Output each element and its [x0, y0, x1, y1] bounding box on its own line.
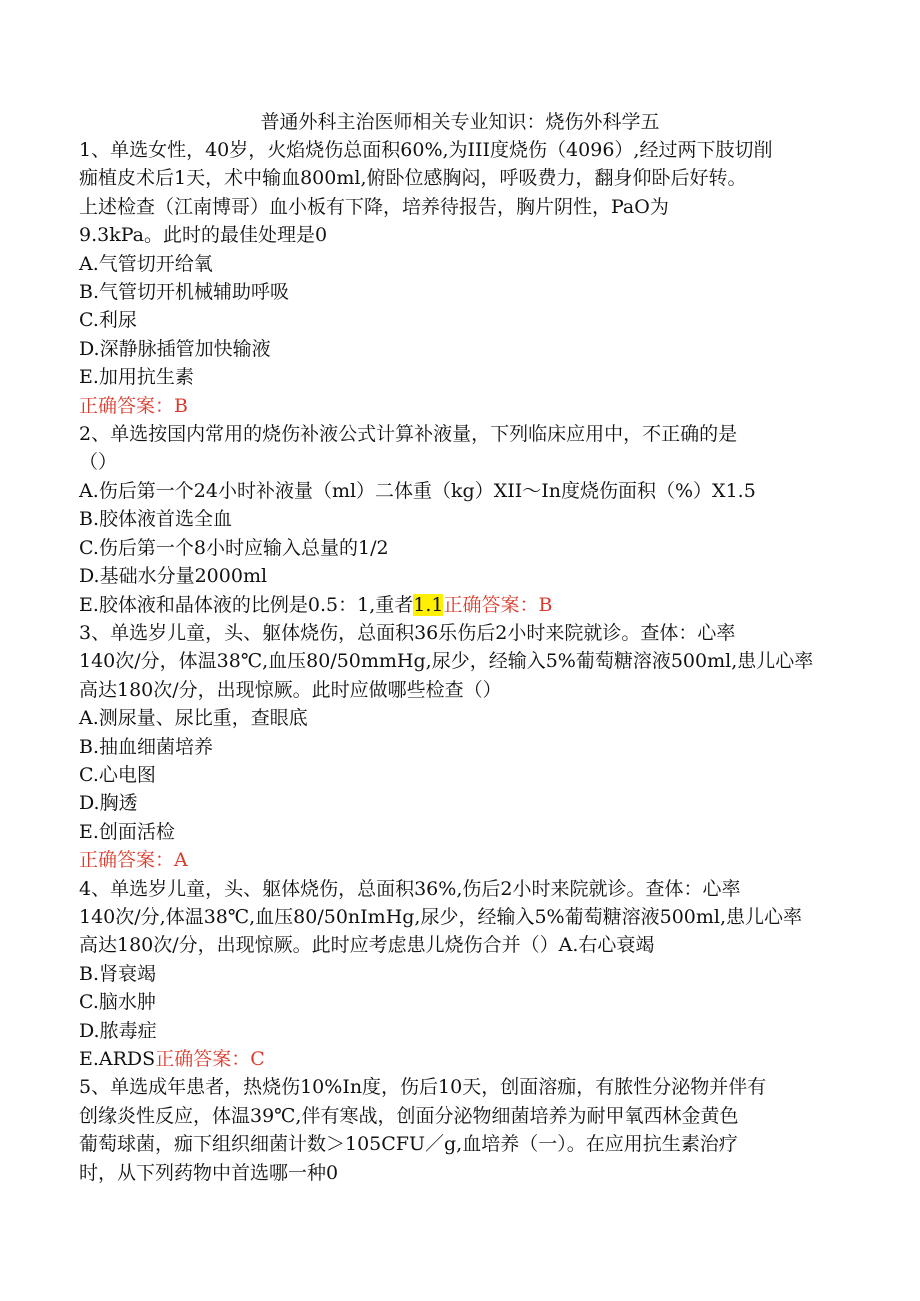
- q2-option-a: A.伤后第一个24小时补液量（ml）二体重（kg）XII～In度烧伤面积（%）X1.5: [79, 479, 756, 502]
- q4-option-e-line: [79, 1045, 837, 1073]
- q3-option-c: C.心电图: [79, 763, 156, 786]
- q3-stem-line-1: 3、单选岁儿童，头、躯体烧伤，总面积36乐伤后2小时来院就诊。查体：心率: [79, 621, 736, 644]
- q1-option-e: E.加用抗生素: [79, 366, 194, 389]
- q4-option-b: B.肾衰竭: [79, 962, 157, 985]
- q4-option-e: E.ARDS: [79, 1048, 156, 1070]
- q5-stem-line-1: 5、单选成年患者，热烧伤10%In度，伤后10天，创面溶痂，有脓性分泌物并伴有: [79, 1076, 767, 1099]
- q1-stem-line-3: 上述检查（江南博哥）血小板有下降，培养待报告，胸片阴性，PaO为: [79, 195, 669, 218]
- q1-stem-line-1: 1、单选女性，40岁，火焰烧伤总面积60%,为III度烧伤（4096）,经过两下肢切削: [79, 139, 773, 161]
- q3-option-b: B.抽血细菌培养: [79, 735, 214, 758]
- q2-answer: 正确答案：B: [443, 593, 553, 616]
- q3-stem-line-3: 高达180次/分，出现惊厥。此时应做哪些检查（）: [79, 678, 502, 701]
- q2-option-e: E.胶体液和晶体液的比例是0.5：1,重者: [79, 593, 414, 616]
- q2-highlighted-text: 1.1: [413, 593, 444, 616]
- q5-stem-line-3: 葡萄球菌，痂下组织细菌计数＞105CFU／g,血培养（一）。在应用抗生素治疗: [79, 1133, 738, 1156]
- q4-answer: 正确答案：C: [155, 1048, 265, 1070]
- q4-option-c: C.脑水肿: [79, 991, 156, 1014]
- q3-stem-line-2: 140次/分，体温38℃,血压80/50mmHg,尿少，经输入5%葡萄糖溶液500ml,患儿心率: [79, 650, 814, 673]
- q5-stem-line-4: 时，从下列药物中首选哪一种0: [79, 1161, 339, 1184]
- q4-stem-line-1: 4、单选岁儿童，头、躯体烧伤，总面积36%,伤后2小时来院就诊。查体：心率: [79, 877, 741, 900]
- q1-option-d: D.深静脉插管加快输液: [79, 337, 271, 360]
- q2-option-e-line: [79, 591, 837, 619]
- q1-answer: 正确答案：B: [79, 394, 188, 417]
- q2-stem-line-1: 2、单选按国内常用的烧伤补液公式计算补液量，下列临床应用中，不正确的是: [79, 423, 738, 446]
- q2-option-d: D.基础水分量2000ml: [79, 565, 268, 588]
- q4-option-d: D.脓毒症: [79, 1019, 157, 1042]
- q3-option-d: D.胸透: [79, 792, 138, 815]
- q1-option-c: C.利尿: [79, 309, 137, 332]
- q1-stem-line-2: 痂植皮术后1天，术中输血800ml,俯卧位感胸闷，呼吸费力，翻身仰卧后好转。: [79, 167, 747, 190]
- q3-option-a: A.测尿量、尿比重，查眼底: [79, 707, 308, 730]
- q5-stem-line-2: 创缘炎性反应，体温39℃,伴有寒战，创面分泌物细菌培养为耐甲氧西林金黄色: [79, 1104, 739, 1127]
- q1-option-b: B.气管切开机械辅助呼吸: [79, 281, 290, 304]
- q2-stem-line-2: （）: [79, 451, 118, 474]
- q3-answer: 正确答案：A: [79, 849, 188, 872]
- q3-option-e: E.创面活检: [79, 820, 175, 843]
- q1-stem-line-4: 9.3kPa。此时的最佳处理是0: [79, 224, 328, 247]
- document-body: [79, 136, 837, 1187]
- q4-stem-line-2: 140次/分,体温38℃,血压80/50nImHg,尿少，经输入5%葡萄糖溶液500ml,患儿心率: [79, 905, 803, 928]
- q1-option-a: A.气管切开给氧: [79, 252, 213, 275]
- q2-option-b: B.胶体液首选全血: [79, 508, 233, 531]
- document-title: 普通外科主治医师相关专业知识：烧伤外科学五: [260, 111, 660, 133]
- q2-option-c: C.伤后第一个8小时应输入总量的1/2: [79, 536, 389, 559]
- q4-stem-line-3: 高达180次/分，出现惊厥。此时应考虑患儿烧伤合并（）A.右心衰竭: [79, 934, 655, 957]
